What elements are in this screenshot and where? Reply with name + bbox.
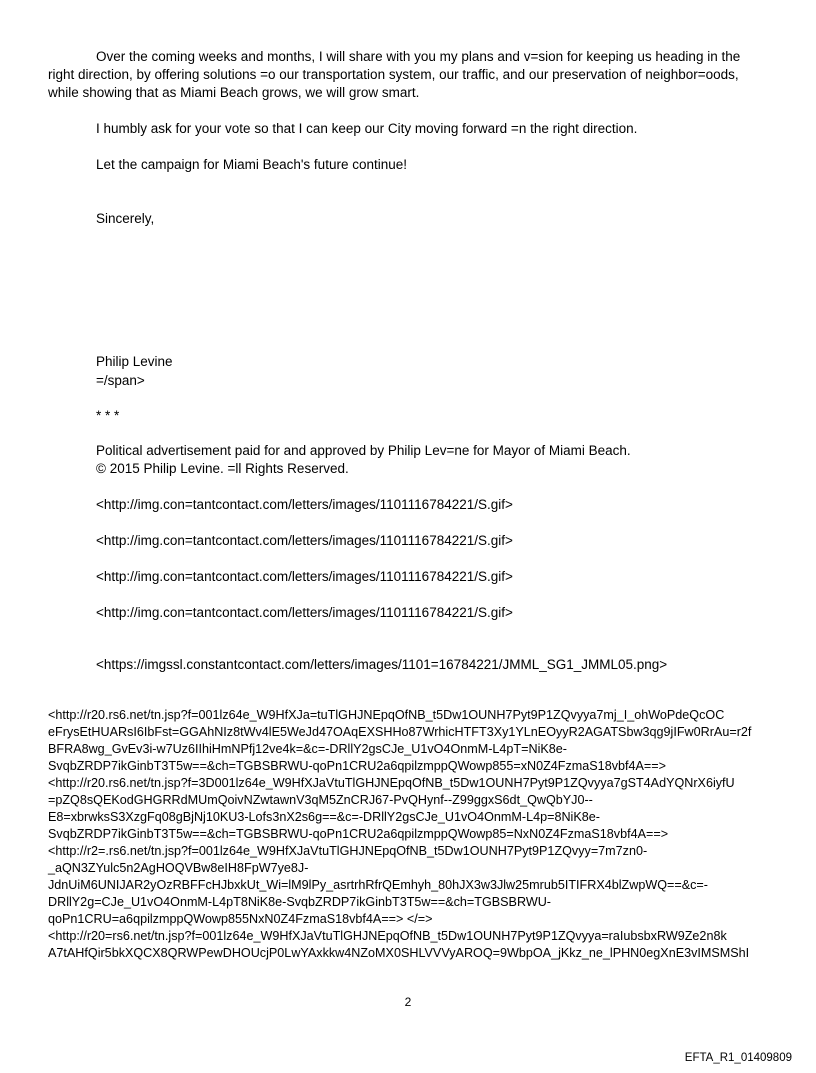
separator-asterisks: * * *: [96, 408, 120, 423]
vote-paragraph: I humbly ask for your vote so that I can keep our City moving forward =n the right direction.: [96, 121, 638, 136]
bates-number: EFTA_R1_01409809: [684, 1052, 792, 1064]
tracking-link-line[interactable]: DRllY2g=CJe_U1vO4OnmM-L4pT8NiK8e-SvqbZRDP7ikGinbT3T5w==&ch=TGBSBRWU-: [48, 895, 551, 909]
signature-span-artifact: =/span>: [96, 373, 145, 388]
disclaimer-line-2: © 2015 Philip Levine. =ll Rights Reserved.: [96, 461, 349, 476]
plans-paragraph: Over the coming weeks and months, I will share with you my plans and v=sion for keeping us heading in the right direction, by offering solutions =o our transportation system, our traffic, and our preservation of neighbor=oods, while showing that as Miami Beach grows, we will grow smart.: [48, 49, 741, 100]
tracking-link-line[interactable]: <http://r20.rs6.net/tn.jsp?f=3D001lz64e_W9HfXJaVtuTlGHJNEpqOfNB_t5Dw1OUNH7Pyt9P1ZQvyya7gST4AdYQNrX6iyfU: [48, 776, 735, 790]
tracking-link-line[interactable]: <http://r2=.rs6.net/tn.jsp?f=001lz64e_W9HfXJaVtuTlGHJNEpqOfNB_t5Dw1OUNH7Pyt9P1ZQvyy=7m7zn0-: [48, 844, 648, 858]
image-link[interactable]: <http://img.con=tantcontact.com/letters/images/1101116784221/S.gif>: [96, 605, 513, 620]
tracking-link-line[interactable]: SvqbZRDP7ikGinbT3T5w==&ch=TGBSBRWU-qoPn1CRU2a6qpilzmppQWowp85=NxN0Z4FzmaS18vbf4A==>: [48, 827, 669, 841]
tracking-link-line[interactable]: qoPn1CRU=a6qpilzmppQWowp855NxN0Z4FzmaS18vbf4A==> </=>: [48, 912, 433, 926]
tracking-link-line[interactable]: A7tAHfQir5bkXQCX8QRWPewDHOUcjP0LwYAxkkw4NZoMX0SHLVVVyAROQ=9WbpOA_jKkz_ne_lPHN0egXnE3vIMSMShI: [48, 946, 750, 960]
tracking-link-line[interactable]: E8=xbrwksS3XzgFq08gBjNj10KU3-Lofs3nX2s6g==&c=-DRllY2gsCJe_U1vO4OnmM-L4p=8NiK8e-: [48, 810, 600, 824]
image-link[interactable]: <http://img.con=tantcontact.com/letters/images/1101116784221/S.gif>: [96, 569, 513, 584]
tracking-link-line[interactable]: SvqbZRDP7ikGinbT3T5w==&ch=TGBSBRWU-qoPn1CRU2a6qpilzmppQWowp855=xN0Z4FzmaS18vbf4A==>: [48, 759, 666, 773]
closing-salutation: Sincerely,: [96, 211, 155, 226]
signature-name: Philip Levine: [96, 354, 173, 369]
image-link[interactable]: <http://img.con=tantcontact.com/letters/images/1101116784221/S.gif>: [96, 497, 513, 512]
tracking-link-line[interactable]: <http://r20.rs6.net/tn.jsp?f=001lz64e_W9HfXJa=tuTlGHJNEpqOfNB_t5Dw1OUNH7Pyt9P1ZQvyya7mj_I_ohWoPdeQcOC: [48, 708, 725, 722]
tracking-links-block: [48, 707, 778, 962]
image-link[interactable]: <http://img.con=tantcontact.com/letters/images/1101116784221/S.gif>: [96, 533, 513, 548]
image-link[interactable]: <https://imgssl.constantcontact.com/letters/images/1101=16784221/JMML_SG1_JMML05.png>: [96, 657, 668, 672]
page-number: 2: [404, 995, 412, 1009]
tracking-link-line[interactable]: eFrysEtHUARsI6IbFst=GGAhNIz8tWv4lE5WeJd47OAqEXSHHo87WrhicHTFT3Xy1YLnEOyyR2AGATSbw3qg9jIFw0RrAu=r2f: [48, 725, 752, 739]
tracking-link-line[interactable]: BFRA8wg_GvEv3i-w7Uz6IIhiHmNPfj12ve4k=&c=-DRllY2gsCJe_U1vO4OnmM-L4pT=NiK8e-: [48, 742, 567, 756]
disclaimer-line-1: Political advertisement paid for and approved by Philip Lev=ne for Mayor of Miami Beach.: [96, 443, 631, 458]
campaign-paragraph: Let the campaign for Miami Beach's future continue!: [96, 157, 407, 172]
tracking-link-line[interactable]: <http://r20=rs6.net/tn.jsp?f=001lz64e_W9HfXJaVtuTlGHJNEpqOfNB_t5Dw1OUNH7Pyt9P1ZQvyya=raIubsbxRW9Ze2n8k: [48, 929, 727, 943]
tracking-link-line[interactable]: JdnUiM6UNIJAR2yOzRBFFcHJbxkUt_Wi=lM9lPy_asrtrhRfrQEmhyh_80hJX3w3Jlw25mrub5ITIFRX4blZwpWQ==&c=-: [48, 878, 708, 892]
tracking-link-line[interactable]: =pZQ8sQEKodGHGRRdMUmQoivNZwtawnV3qM5ZnCRJ67-PvQHynf--Z99ggxS6dt_QwQbYJ0--: [48, 793, 593, 807]
tracking-link-line[interactable]: _aQN3ZYulc5n2AgHOQVBw8eIH8FpW7ye8J-: [48, 861, 309, 875]
